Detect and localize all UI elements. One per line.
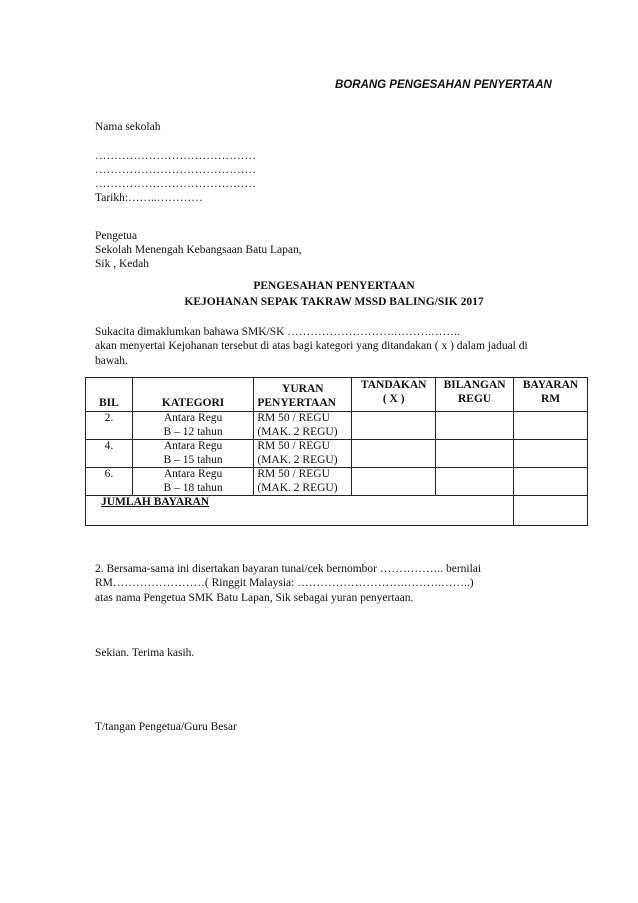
payment-line-1: 2. Bersama-sama ini disertakan bayaran tunai/cek bernombor …………….. bernilai — [95, 563, 482, 575]
row-kategori-line-2: B – 15 tahun — [163, 453, 223, 466]
table-header-row — [86, 378, 588, 412]
row-yuran-line-2: (MAK. 2 REGU) — [257, 453, 338, 466]
row-yuran — [254, 440, 352, 468]
row-kategori-line-2: B – 12 tahun — [163, 425, 223, 438]
recipient-location: Sik , Kedah — [95, 258, 149, 270]
row-kategori-line-1: Antara Regu — [163, 412, 223, 424]
heading-line-2: KEJOHANAN SEPAK TAKRAW MSSD BALING/SIK 2017 — [184, 296, 484, 308]
row-yuran-line-1: RM 50 / REGU — [257, 468, 330, 480]
intro-line-1: Sukacita dimaklumkan bahawa SMK/SK ……………………….……….…….. — [95, 326, 460, 338]
row-bayaran-cell[interactable] — [514, 440, 588, 468]
row-bilangan-cell[interactable] — [436, 468, 514, 496]
table-row — [86, 440, 588, 468]
total-label: JUMLAH BAYARAN — [101, 496, 210, 508]
header-yuran — [254, 378, 352, 412]
row-yuran-line-1: RM 50 / REGU — [257, 412, 330, 424]
row-bayaran-cell[interactable] — [514, 468, 588, 496]
row-tandakan-cell[interactable] — [352, 412, 436, 440]
header-yuran-line-1: YURAN — [282, 383, 324, 395]
school-dots-line-2: …………………………………… — [95, 164, 256, 176]
row-tandakan-cell[interactable] — [352, 468, 436, 496]
payment-line-2: RM……………………( Ringgit Malaysia: ……………………….……….……..) — [95, 577, 474, 589]
row-bil: 2. — [86, 412, 133, 440]
row-tandakan-cell[interactable] — [352, 440, 436, 468]
payment-line-3: atas nama Pengetua SMK Batu Lapan, Sik sebagai yuran penyertaan. — [95, 592, 414, 604]
header-kategori: KATEGORI — [132, 378, 254, 412]
school-dots-line-1: …………………………………… — [95, 150, 256, 162]
row-yuran-line-1: RM 50 / REGU — [257, 440, 330, 452]
row-kategori-line-1: Antara Regu — [163, 468, 223, 480]
row-kategori — [132, 468, 254, 496]
intro-line-2: akan menyertai Kejohanan tersebut di atas bagi kategori yang ditandakan ( x ) dalam jadual di — [95, 340, 528, 352]
row-kategori-line-2: B – 18 tahun — [163, 481, 223, 494]
header-tandakan-line-1: TANDAKAN — [360, 379, 427, 391]
school-dots-line-3: …………………………………… — [95, 178, 256, 190]
row-yuran-line-2: (MAK. 2 REGU) — [257, 425, 338, 438]
row-bilangan-cell[interactable] — [436, 412, 514, 440]
signature-label: T/tangan Pengetua/Guru Besar — [95, 721, 237, 733]
date-line: Tarikh:……..………… — [95, 192, 203, 204]
row-kategori — [132, 440, 254, 468]
table-total-row — [86, 496, 588, 526]
row-bayaran-cell[interactable] — [514, 412, 588, 440]
header-bil: BIL — [86, 378, 133, 412]
header-bayaran — [514, 378, 588, 412]
row-bilangan-cell[interactable] — [436, 440, 514, 468]
row-yuran — [254, 412, 352, 440]
row-yuran-line-2: (MAK. 2 REGU) — [257, 481, 338, 494]
row-bil: 6. — [86, 468, 133, 496]
total-label-cell — [86, 496, 514, 526]
row-yuran — [254, 468, 352, 496]
total-amount-cell[interactable] — [514, 496, 588, 526]
header-bilangan — [436, 378, 514, 412]
school-name-label: Nama sekolah — [95, 121, 161, 133]
row-bil: 4. — [86, 440, 133, 468]
header-yuran-line-2: PENYERTAAN — [257, 396, 336, 409]
row-kategori — [132, 412, 254, 440]
table-row — [86, 412, 588, 440]
header-tandakan-line-2: ( X ) — [382, 392, 405, 405]
form-title: BORANG PENGESAHAN PENYERTAAN — [335, 79, 552, 91]
header-bayaran-line-1: BAYARAN — [522, 379, 579, 391]
heading-line-1: PENGESAHAN PENYERTAAN — [253, 280, 415, 292]
recipient-school: Sekolah Menengah Kebangsaan Batu Lapan, — [95, 244, 302, 256]
recipient-title: Pengetua — [95, 230, 138, 242]
table-row — [86, 468, 588, 496]
intro-line-3: bawah. — [95, 355, 128, 367]
closing-text: Sekian. Terima kasih. — [95, 647, 195, 659]
row-kategori-line-1: Antara Regu — [163, 440, 223, 452]
header-tandakan — [352, 378, 436, 412]
header-bayaran-line-2: RM — [540, 392, 561, 405]
header-bilangan-line-2: REGU — [457, 392, 492, 405]
header-bilangan-line-1: BILANGAN — [443, 379, 506, 391]
registration-table — [85, 377, 588, 526]
